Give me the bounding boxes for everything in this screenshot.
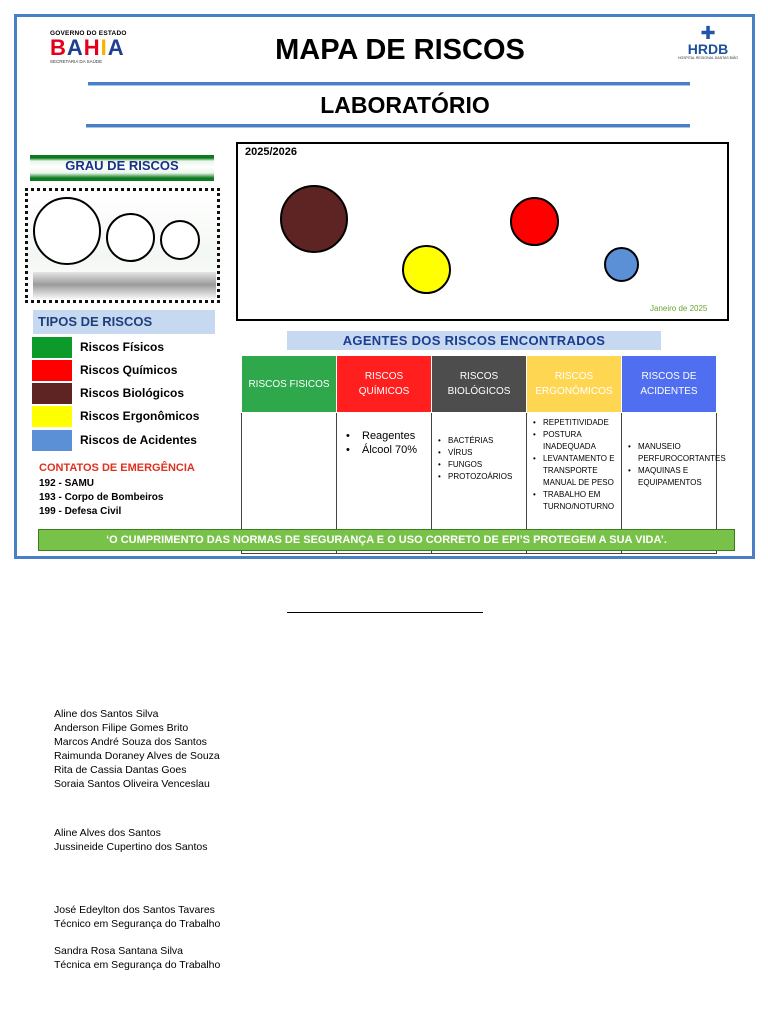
agentes-item: • FUNGOS (445, 459, 521, 471)
agentes-item: • MAQUINAS E EQUIPAMENTOS (635, 465, 711, 489)
names-group-1 (54, 707, 220, 791)
name-item: Aline dos Santos Silva (54, 708, 159, 720)
agentes-item: • Reagentes (350, 429, 426, 443)
map-year: 2025/2026 (245, 146, 297, 158)
tecnico-2 (54, 944, 220, 972)
subtitle-underline (86, 124, 690, 127)
agentes-item: • PROTOZOÁRIOS (445, 471, 521, 483)
agentes-item: • VÍRUS (445, 447, 521, 459)
tecnico-1 (54, 903, 220, 931)
tecnico-role: Técnica em Segurança do Trabalho (54, 959, 221, 971)
agentes-item: • TRABALHO EM TURNO/NOTURNO (540, 489, 616, 513)
legend-swatch (32, 337, 72, 358)
hrdb-logo (676, 24, 740, 76)
name-item: Rita de Cassia Dantas Goes (54, 764, 187, 776)
name-item: Aline Alves dos Santos (54, 827, 161, 839)
agentes-item: • POSTURA INADEQUADA (540, 429, 616, 453)
contact-line: 192 - SAMU (39, 478, 95, 489)
legend-swatch (32, 430, 72, 451)
agentes-header: RISCOS ERGONÔMICOS (527, 356, 622, 413)
contacts-title: CONTATOS DE EMERGÊNCIA (39, 462, 195, 474)
agentes-item: • BACTÉRIAS (445, 435, 521, 447)
name-item: Anderson Filipe Gomes Brito (54, 722, 189, 734)
signature-line (287, 612, 483, 613)
safety-banner: ‘O CUMPRIMENTO DAS NORMAS DE SEGURANÇA E O USO CORRETO DE EPI’S PROTEGEM A SUA VIDA’. (38, 529, 735, 551)
page-subtitle: LABORATÓRIO (320, 92, 490, 118)
agentes-item: • LEVANTAMENTO E TRANSPORTE MANUAL DE PESO (540, 453, 616, 489)
tecnico-role: Técnico em Segurança do Trabalho (54, 918, 221, 930)
legend-label: Riscos Físicos (80, 340, 165, 354)
legend-swatch (32, 406, 72, 427)
risk-circle (510, 197, 559, 246)
agentes-header: RISCOS BIOLÓGICOS (432, 356, 527, 413)
legend-label: Riscos Biológicos (80, 386, 185, 400)
agentes-header: RISCOS QUÍMICOS (337, 356, 432, 413)
grau-bar (33, 272, 216, 300)
hrdb-logo-text: HRDB (687, 41, 729, 57)
name-item: Marcos André Souza dos Santos (54, 736, 207, 748)
grau-circle-small (160, 220, 200, 260)
page-title: MAPA DE RISCOS (275, 34, 525, 66)
grau-circle-medium (106, 213, 155, 262)
legend-swatch (32, 383, 72, 404)
contact-line: 193 - Corpo de Bombeiros (39, 492, 164, 503)
bahia-logo-sub: SECRETARIA DA SAÚDE (50, 59, 103, 64)
cross-icon: ✚ (700, 23, 716, 43)
bahia-logo-top: GOVERNO DO ESTADO (50, 30, 127, 37)
grau-circle-large (33, 197, 101, 265)
agentes-item: • REPETITIVIDADE (540, 417, 616, 429)
name-item: Jussineide Cupertino dos Santos (54, 841, 208, 853)
name-item: Soraia Santos Oliveira Venceslau (54, 778, 210, 790)
contact-line: 199 - Defesa Civil (39, 506, 122, 517)
tecnico-name: José Edeylton dos Santos Tavares (54, 904, 215, 916)
legend-swatch (32, 360, 72, 381)
agentes-header: RISCOS DE ACIDENTES (622, 356, 717, 413)
name-item: Raimunda Doraney Alves de Souza (54, 750, 220, 762)
names-group-2 (54, 826, 208, 854)
hrdb-logo-small: HOSPITAL REGIONAL DANTAS BIÃO (677, 56, 739, 60)
risk-circle (280, 185, 348, 253)
risk-circle (402, 245, 451, 294)
agentes-table (241, 355, 726, 554)
bahia-logo (50, 30, 130, 70)
bahia-logo-word: BAHIA (50, 35, 125, 60)
grau-title: GRAU DE RISCOS (30, 155, 214, 181)
tipos-title: TIPOS DE RISCOS (33, 310, 215, 334)
agentes-item: • MANUSEIO PERFUROCORTANTES (635, 441, 711, 465)
agentes-title: AGENTES DOS RISCOS ENCONTRADOS (287, 331, 661, 350)
title-underline (88, 82, 690, 85)
map-date: Janeiro de 2025 (650, 304, 708, 313)
legend-label: Riscos Ergonômicos (80, 409, 200, 423)
risk-circle (604, 247, 639, 282)
agentes-item: • Álcool 70% (350, 443, 426, 457)
tecnico-name: Sandra Rosa Santana Silva (54, 945, 183, 957)
legend-label: Riscos de Acidentes (80, 433, 197, 447)
legend-label: Riscos Químicos (80, 363, 178, 377)
agentes-header: RISCOS FISICOS (242, 356, 337, 413)
